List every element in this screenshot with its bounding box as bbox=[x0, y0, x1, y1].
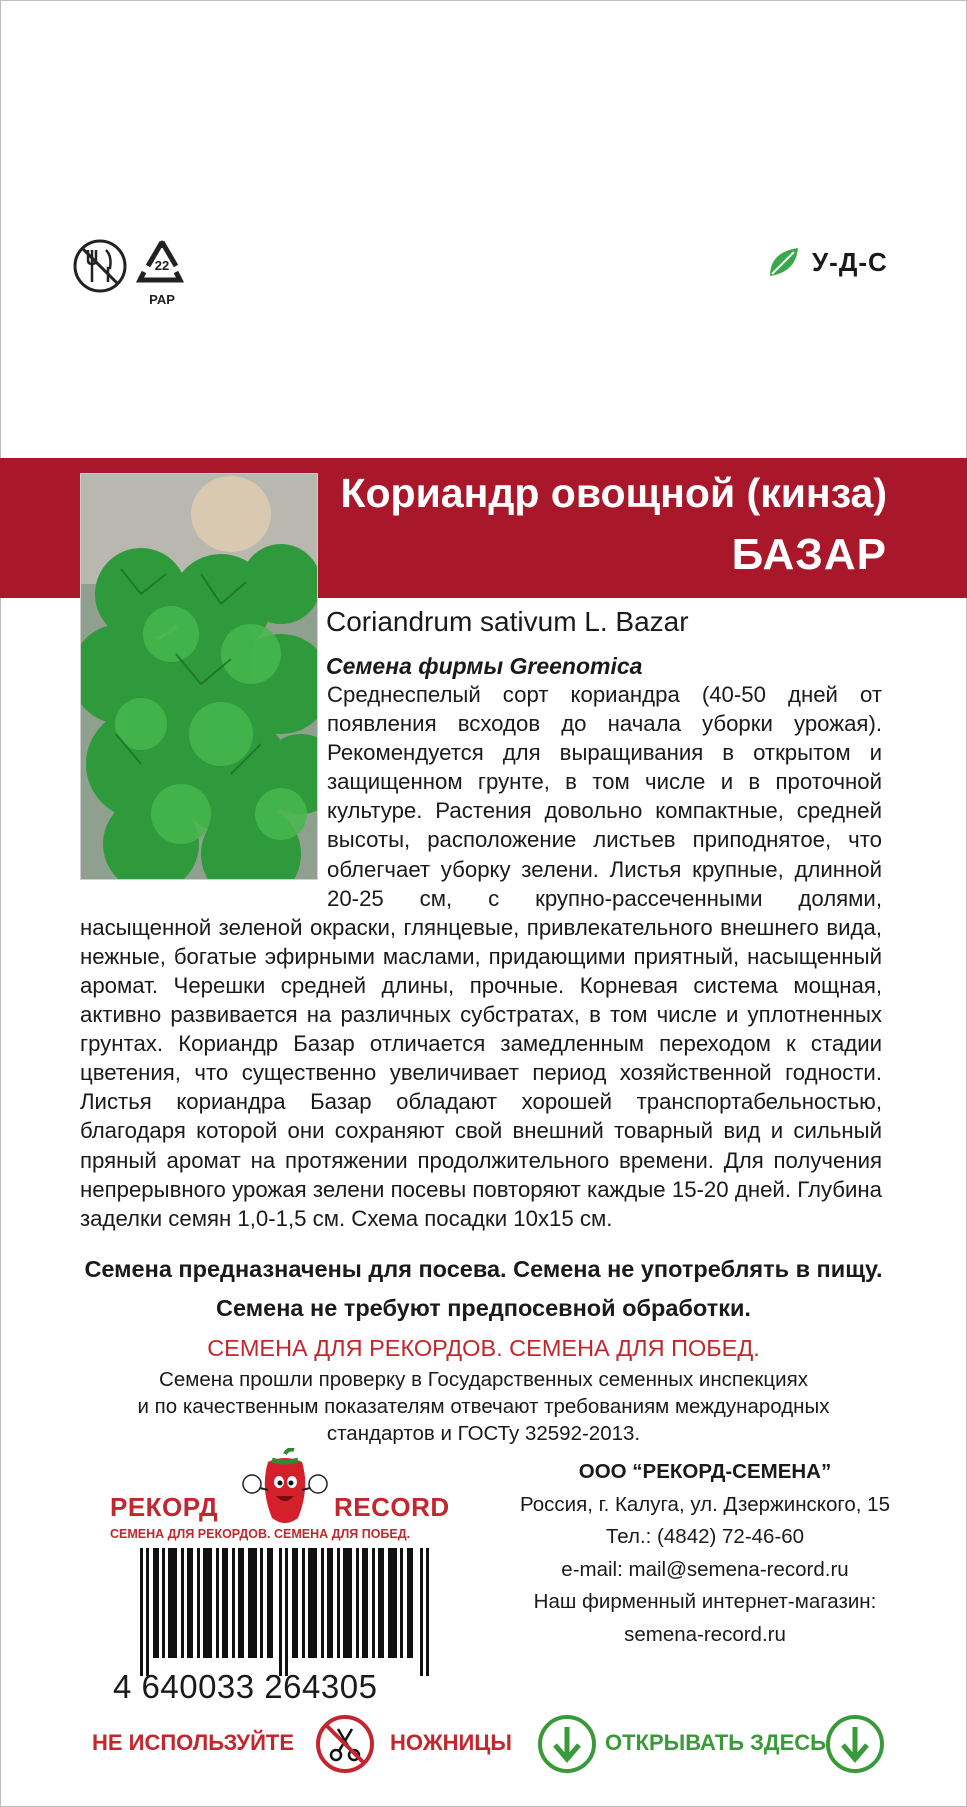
scissors-label: НОЖНИЦЫ bbox=[390, 1730, 512, 1755]
record-tagline: СЕМЕНА ДЛЯ РЕКОРДОВ. СЕМЕНА ДЛЯ ПОБЕД. bbox=[110, 1527, 411, 1541]
record-logo bbox=[100, 1448, 470, 1548]
company-email: e-mail: mail@semena-record.ru bbox=[561, 1557, 849, 1581]
recycle-code: 22 bbox=[154, 258, 170, 273]
brand-logo bbox=[766, 244, 888, 280]
notice-not-for-food: Семена предназначены для посева. Семена не употреблять в пищу. bbox=[84, 1256, 883, 1282]
arrow-down-icon bbox=[824, 1713, 886, 1775]
seed-brand: Семена фирмы Greenomica bbox=[326, 653, 643, 679]
cert-line: и по качественным показателям отвечают требованиям международных bbox=[137, 1395, 830, 1418]
description-text: Среднеспелый сорт кориандра (40-50 дней от появления всходов до начала уборки урожая). Рекомендуется для выращивания в открытом и защищенном грунте, в том числе и в проточной культуре. Растения довольно компактные, средней высоты, расположение листьев приподнятое, что облегчает уборку зелени. Листья крупные, длинной 20-25 см, с крупно-рассеченными долями, насыщенной зеленой окраски, глянцевые, привлекательного внешнего вида, нежные, богатые эфирными маслами, придающими приятный, насыщенный аромат. Черешки средней длины, прочные. Корневая система мощная, активно развивается на различных субстратах, в том числе и уплотненных грунтах. Кориандр Базар отличается замедленным переходом к стадии цветения, что существенно увеличивает период хозяйственной годности. Листья кориандра Базар обладают хорошей транспортабельностью, благодаря которой они сохраняют свой внешний товарный вид и сильный пряный аромат на протяжении продолжительного времени. Для получения непрерывного урожая зелени посевы повторяют каждые 15-20 дней. Глубина заделки семян 1,0-1,5 см. Схема посадки 10х15 см. bbox=[80, 682, 882, 1231]
brand-name: У-Д-С bbox=[812, 246, 888, 277]
opening-instructions bbox=[0, 1710, 967, 1780]
barcode bbox=[140, 1548, 430, 1676]
no-use-label: НЕ ИСПОЛЬЗУЙТЕ bbox=[92, 1730, 295, 1755]
company-site: semena-record.ru bbox=[624, 1622, 786, 1646]
recycle-material: PAP bbox=[149, 292, 175, 307]
latin-name: Coriandrum sativum L. Bazar bbox=[326, 606, 689, 637]
record-logo-en: RECORD bbox=[334, 1492, 450, 1522]
shop-label: Наш фирменный интернет-магазин: bbox=[533, 1590, 877, 1613]
notice-no-treatment: Семена не требуют предпосевной обработки. bbox=[216, 1295, 751, 1321]
no-scissors-icon bbox=[314, 1713, 376, 1775]
variety-name: БАЗАР bbox=[731, 530, 887, 579]
company-address: Россия, г. Калуга, ул. Дзержинского, 15 bbox=[519, 1492, 890, 1516]
recycle-icons bbox=[70, 236, 200, 316]
company-name: ООО “РЕКОРД-СЕМЕНА” bbox=[578, 1460, 832, 1483]
not-food-contact-icon bbox=[75, 241, 125, 291]
pepper-mascot-icon bbox=[230, 1448, 340, 1528]
arrow-down-icon bbox=[536, 1713, 598, 1775]
product-description bbox=[80, 680, 882, 1233]
open-here-label: ОТКРЫВАТЬ ЗДЕСЬ bbox=[605, 1730, 826, 1755]
leaf-icon bbox=[766, 244, 802, 280]
company-info bbox=[500, 1456, 910, 1651]
slogan: СЕМЕНА ДЛЯ РЕКОРДОВ. СЕМЕНА ДЛЯ ПОБЕД. bbox=[207, 1335, 760, 1361]
record-logo-ru: РЕКОРД bbox=[110, 1492, 219, 1522]
product-title: Кориандр овощной (кинза) bbox=[340, 470, 887, 516]
barcode-number: 4 640033 264305 bbox=[113, 1668, 378, 1705]
company-phone: Тел.: (4842) 72-46-60 bbox=[605, 1525, 805, 1548]
cert-line: Семена прошли проверку в Государственных семенных инспекциях bbox=[159, 1368, 808, 1391]
recycle-triangle-icon bbox=[140, 240, 180, 307]
cert-line: стандартов и ГОСТу 32592-2013. bbox=[326, 1422, 641, 1445]
certification-text bbox=[0, 1366, 967, 1447]
